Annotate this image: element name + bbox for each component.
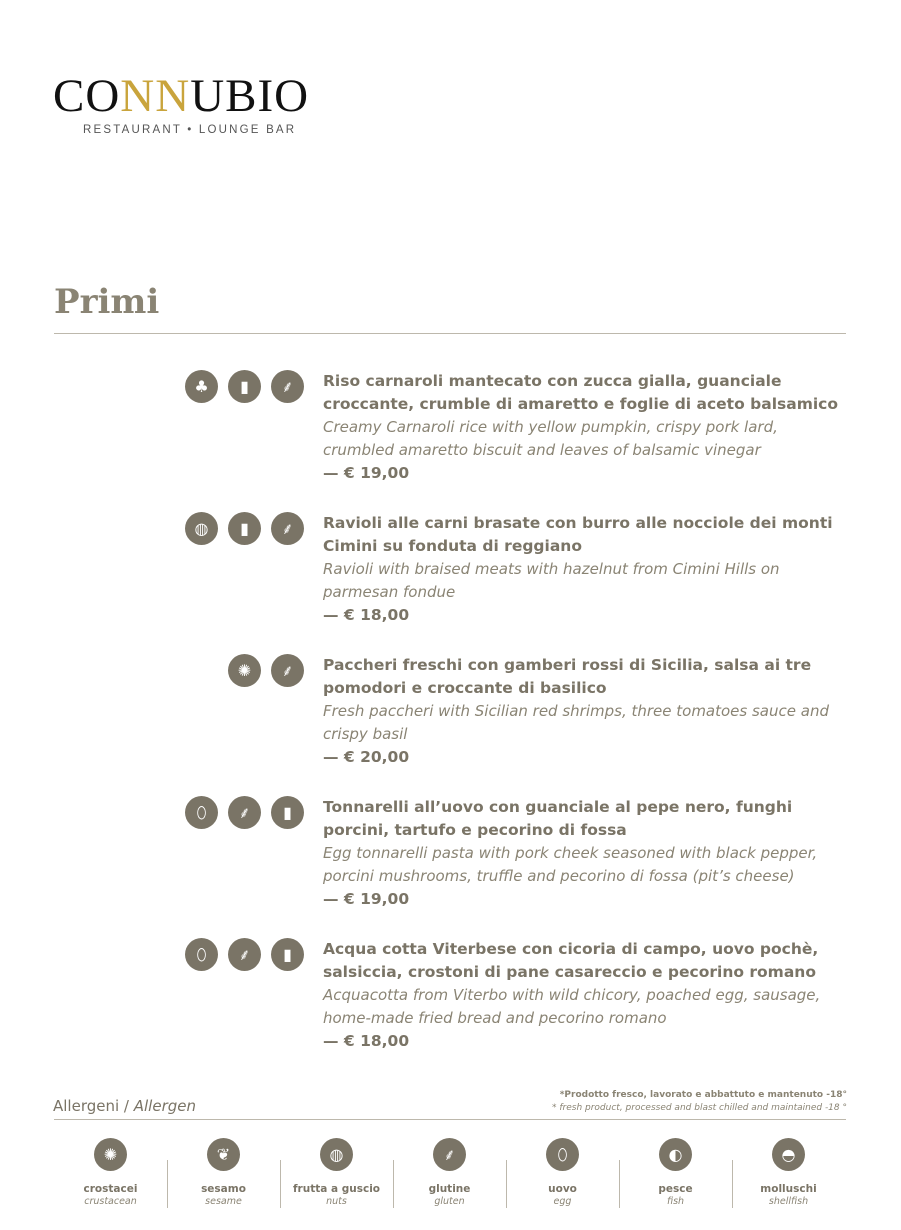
dish-description-english: Creamy Carnaroli rice with yellow pumpkin, crispy pork lard, crumbled amaretto biscuit and leaves of balsamic vinegar [323,418,778,459]
milk-icon: ▮ [228,512,261,545]
title-divider [54,333,846,334]
wheat-icon: ⸙ [228,938,261,971]
dish-name-italian: Ravioli alle carni brasate con burro alle nocciole dei monti Cimini su fonduta di reggiano [323,514,833,555]
dish-allergen-icons [185,512,309,546]
dish-allergen-icons [185,796,309,830]
milk-icon: ▮ [271,796,304,829]
freshness-note-english: * fresh product, processed and blast chilled and maintained -18 ° [551,1103,847,1113]
dish-allergen-icons [185,938,309,972]
dish-description-english: Fresh paccheri with Sicilian red shrimps, three tomatoes sauce and crispy basil [323,702,829,743]
wheat-icon: ⸙ [271,370,304,403]
dish-name-italian: Tonnarelli all’uovo con guanciale al pepe nero, funghi porcini, tartufo e pecorino di fossa [323,798,793,839]
nut-icon: ◍ [320,1138,353,1171]
logo-mark: NN [120,70,191,122]
logo-prefix: CO [53,70,121,122]
allergen-legend [54,1132,846,1222]
dish-price: — € 18,00 [323,606,410,624]
dish-price: — € 19,00 [323,890,410,908]
dish-name-italian: Riso carnaroli mantecato con zucca gialla, guanciale croccante, crumble di amaretto e foglie di aceto balsamico [323,372,838,413]
dish-name-italian: Acqua cotta Viterbese con cicoria di campo, uovo pochè, salsiccia, crostoni di pane casareccio e pecorino romano [323,940,819,981]
crab-icon: ✺ [94,1138,127,1171]
dish-description-english: Ravioli with braised meats with hazelnut from Cimini Hills on parmesan fondue [323,560,780,601]
legend-label-english: egg [553,1196,572,1207]
legend-item-nuts [280,1132,393,1207]
legend-label-english: fish [666,1196,685,1207]
legend-item-shellfish [732,1132,845,1207]
shellfish-icon: ◓ [772,1138,805,1171]
allergen-heading-english: Allergen [133,1097,196,1115]
legend-label-italian: sesamo [201,1183,246,1195]
logo-subtitle: RESTAURANT • LOUNGE BAR [83,124,297,136]
restaurant-logo [53,70,313,136]
dish-allergen-icons [185,370,309,404]
dish-price: — € 19,00 [323,464,410,482]
logo-suffix: UBIO [190,70,310,122]
egg-icon: ⬯ [185,938,218,971]
section-title: Primi [54,282,160,322]
legend-label-italian: pesce [658,1183,693,1195]
dish-price: — € 18,00 [323,1032,410,1050]
legend-item-gluten [393,1132,506,1207]
legend-item-crustacean [54,1132,167,1207]
allergen-heading-italian: Allergeni [53,1097,120,1115]
wheat-icon: ⸙ [433,1138,466,1171]
dish-price: — € 20,00 [323,748,410,766]
sesame-icon: ❦ [207,1138,240,1171]
freshness-note-italian: *Prodotto fresco, lavorato e abbattuto e mantenuto -18° [559,1090,847,1100]
legend-label-italian: crostacei [83,1183,138,1195]
dish-allergen-icons [185,654,309,688]
legend-label-english: crustacean [84,1196,137,1207]
dish-name-italian: Paccheri freschi con gamberi rossi di Sicilia, salsa ai tre pomodori e croccante di basilico [323,656,812,697]
egg-icon: ⬯ [185,796,218,829]
legend-item-sesame [167,1132,280,1207]
legend-label-italian: uovo [548,1183,577,1195]
dish-description-english: Egg tonnarelli pasta with pork cheek seasoned with black pepper, porcini mushrooms, truffle and pecorino di fossa (pit’s cheese) [323,844,818,885]
legend-item-fish [619,1132,732,1207]
legend-label-english: shellfish [768,1196,809,1207]
dish-description-english: Acquacotta from Viterbo with wild chicory, poached egg, sausage, home-made fried bread and pecorino romano [323,986,821,1027]
freshness-note [552,1089,847,1115]
allergen-heading [53,1097,196,1115]
legend-label-italian: glutine [428,1183,471,1195]
legend-label-italian: molluschi [760,1183,817,1195]
logo-wordmark [53,70,313,122]
legend-item-egg [506,1132,619,1207]
wheat-icon: ⸙ [271,512,304,545]
milk-icon: ▮ [228,370,261,403]
wheat-icon: ⸙ [271,654,304,687]
wheat-icon: ⸙ [228,796,261,829]
nut-icon: ◍ [185,512,218,545]
legend-label-italian: frutta a guscio [292,1183,381,1195]
legend-label-english: sesame [205,1196,242,1207]
crab-icon: ✺ [228,654,261,687]
allergen-divider [54,1119,846,1120]
mushroom-icon: ♣ [185,370,218,403]
egg-icon: ⬯ [546,1138,579,1171]
legend-label-english: nuts [326,1196,347,1207]
fish-icon: ◐ [659,1138,692,1171]
allergen-heading-separator: / [119,1097,134,1115]
milk-icon: ▮ [271,938,304,971]
legend-label-english: gluten [434,1196,465,1207]
